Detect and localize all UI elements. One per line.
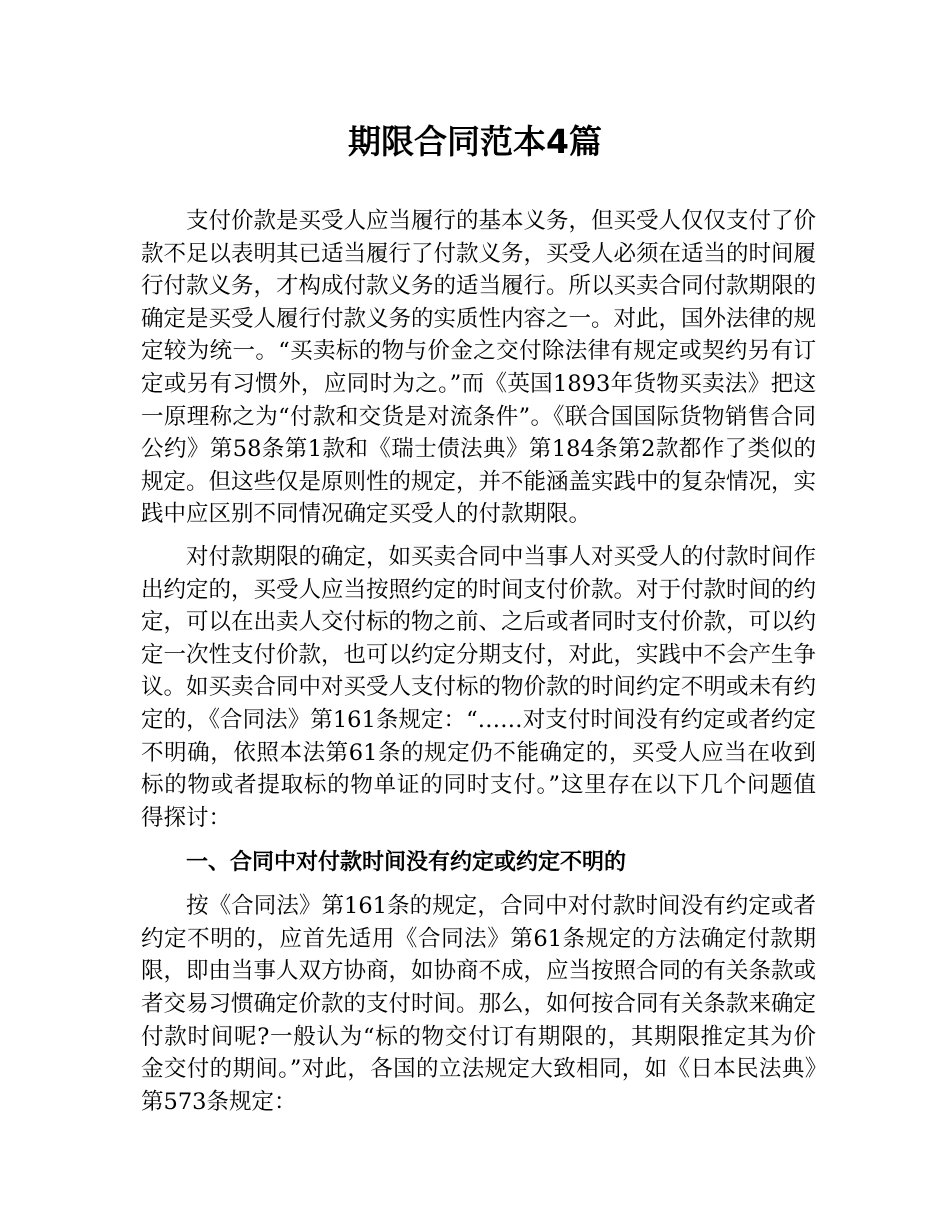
paragraph-payment-obligation: 支付价款是买受人应当履行的基本义务，但买受人仅仅支付了价款不足以表明其已适当履行了付款义务，买受人必须在适当的时间履行付款义务，才构成付款义务的适当履行。所以买卖合同付款期限的确定是买受人履行付款义务的实质性内容之一。对此，国外法律的规定较为统一。“买卖标的物与价金之交付除法律有规定或契约另有订定或另有习惯外，应同时为之。”而《英国1893年货物买卖法》把这一原理称之为“付款和交货是对流条件”。《联合国国际货物销售合同公约》第58条第1款和《瑞士债法典》第184条第2款都作了类似的规定。但这些仅是原则性的规定，并不能涵盖实践中的复杂情况，实践中应区别不同情况确定买受人的付款期限。	[141, 208, 817, 528]
document-title: 期限合同范本4篇	[348, 122, 602, 161]
paragraph-payment-term: 对付款期限的确定，如买卖合同中当事人对买受人的付款时间作出约定的，买受人应当按照约定的时间支付价款。对于付款时间的约定，可以在出卖人交付标的物之前、之后或者同时支付价款，可以约定一次性支付价款，也可以约定分期支付，对此，实践中不会产生争议。如买卖合同中对买受人支付标的物价款的时间约定不明或未有约定的，《合同法》第161条规定：“……对支付时间没有约定或者约定不明确，依照本法第61条的规定仍不能确定的，买受人应当在收到标的物或者提取标的物单证的同时支付。”这里存在以下几个问题值得探讨：	[141, 543, 817, 831]
paragraph-section-one: 按《合同法》第161条的规定，合同中对付款时间没有约定或者约定不明的，应首先适用《合同法》第61条规定的方法确定付款期限，即由当事人双方协商，如协商不成，应当按照合同的有关条款或者交易习惯确定价款的支付时间。那么，如何按合同有关条款来确定付款时间呢?一般认为“标的物交付订有期限的，其期限推定其为价金交付的期间。”对此，各国的立法规定大致相同，如《日本民法典》第573条规定：	[141, 893, 817, 1115]
document-body	[141, 205, 816, 1118]
section-heading: 一、合同中对付款时间没有约定或约定不明的	[186, 850, 627, 876]
